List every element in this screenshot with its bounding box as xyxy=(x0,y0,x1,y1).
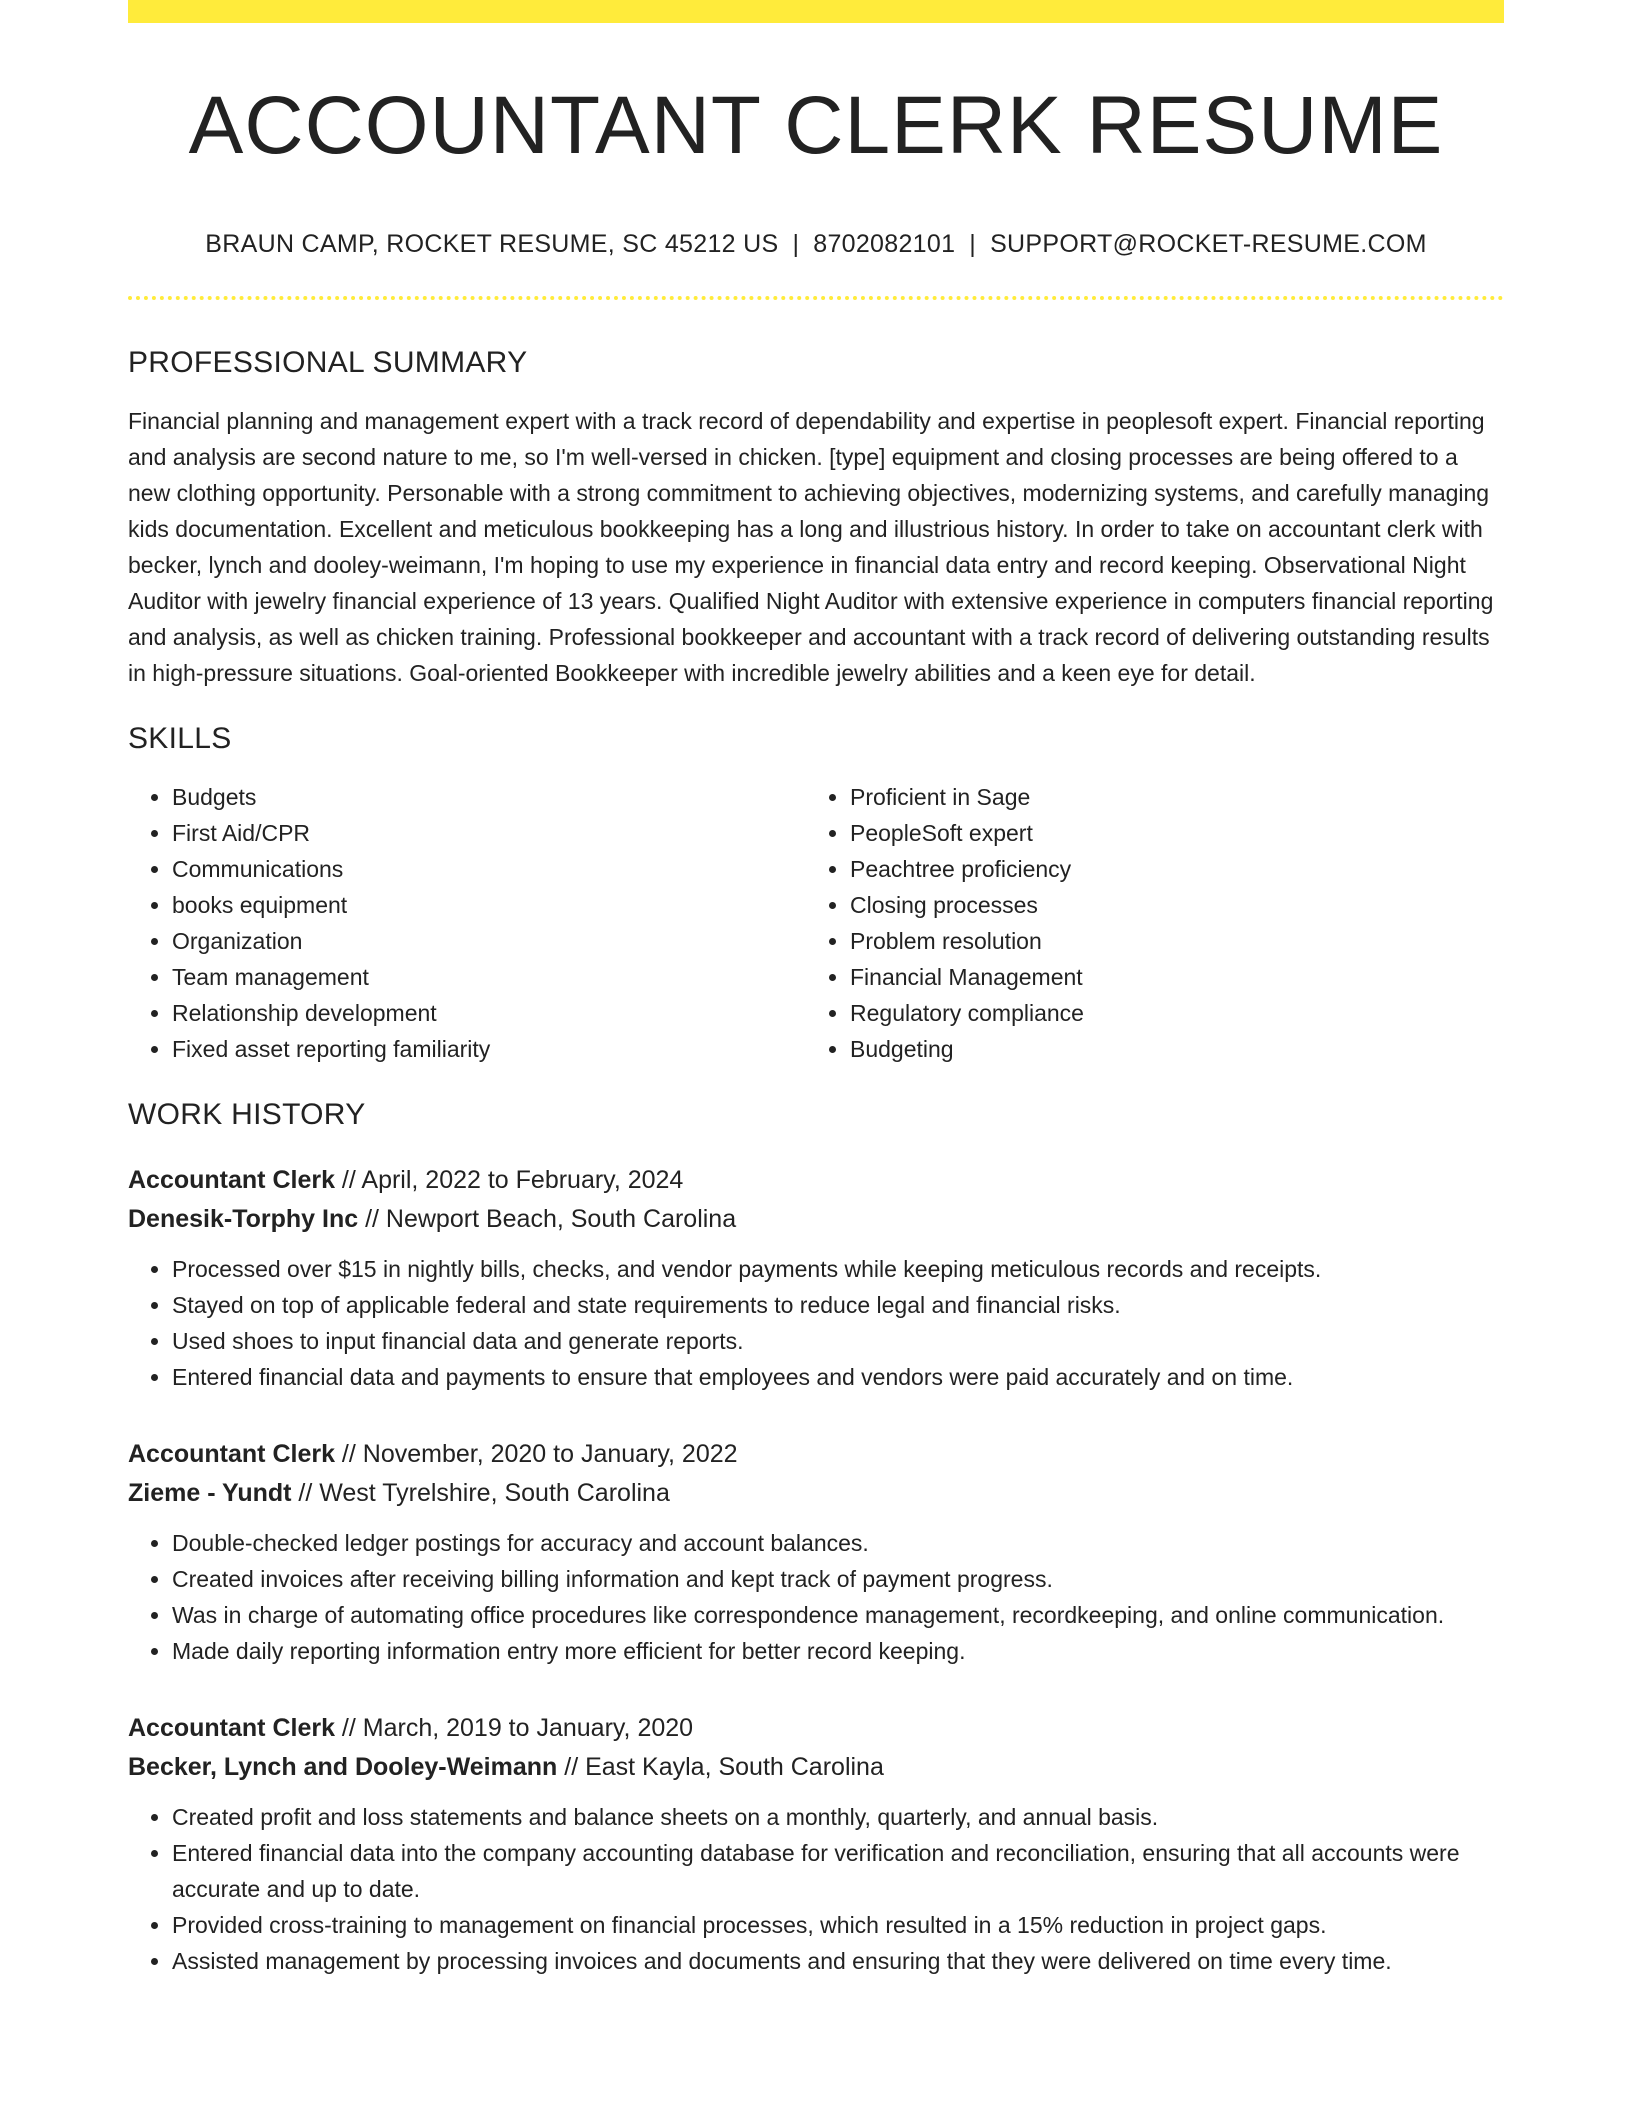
job-bullet: • Entered financial data and payments to ensure that employees and vendors were paid accurately and on time. xyxy=(172,1359,1504,1395)
job-dates: // April, 2022 to February, 2024 xyxy=(334,1166,684,1195)
job-entry xyxy=(128,1435,1504,1669)
job-bullets xyxy=(128,1525,1504,1669)
work-history-heading: WORK HISTORY xyxy=(128,1098,366,1132)
job-bullets xyxy=(128,1251,1504,1395)
contact-address: BRAUN CAMP, ROCKET RESUME, SC 45212 US xyxy=(205,230,779,259)
skill-item: • Proficient in Sage xyxy=(850,779,1484,815)
job-dates: // March, 2019 to January, 2020 xyxy=(334,1714,694,1743)
job-company-line xyxy=(128,1748,1504,1787)
skill-item: • First Aid/CPR xyxy=(172,815,806,851)
job-title: Accountant Clerk xyxy=(128,1166,335,1195)
skill-item: • PeopleSoft expert xyxy=(850,815,1484,851)
job-bullet: • Created profit and loss statements and balance sheets on a monthly, quarterly, and annual basis. xyxy=(172,1799,1504,1835)
job-title-line xyxy=(128,1435,1504,1474)
dotted-divider xyxy=(128,296,1504,300)
job-bullet: • Double-checked ledger postings for accuracy and account balances. xyxy=(172,1525,1504,1561)
job-company-line xyxy=(128,1200,1504,1239)
contact-line xyxy=(128,229,1504,259)
job-title: Accountant Clerk xyxy=(128,1714,335,1743)
job-bullets xyxy=(128,1799,1504,1979)
job-bullet: • Processed over $15 in nightly bills, checks, and vendor payments while keeping meticulous records and receipts. xyxy=(172,1251,1504,1287)
skill-item: • books equipment xyxy=(172,887,806,923)
job-bullet: • Entered financial data into the company accounting database for verification and reconciliation, ensuring that all accounts were accurate and up to date. xyxy=(172,1835,1504,1907)
job-entry xyxy=(128,1161,1504,1395)
skills-heading: SKILLS xyxy=(128,722,232,756)
job-bullet: • Stayed on top of applicable federal and state requirements to reduce legal and financial risks. xyxy=(172,1287,1504,1323)
skills-columns xyxy=(128,779,1504,1067)
job-title: Accountant Clerk xyxy=(128,1440,335,1469)
contact-separator: | xyxy=(792,230,800,259)
contact-separator: | xyxy=(969,230,977,259)
skill-item: • Budgets xyxy=(172,779,806,815)
job-title-line xyxy=(128,1709,1504,1748)
job-title-line xyxy=(128,1161,1504,1200)
skill-item: • Organization xyxy=(172,923,806,959)
job-bullet: • Provided cross-training to management on financial processes, which resulted in a 15% reduction in project gaps. xyxy=(172,1907,1504,1943)
job-bullet: • Was in charge of automating office procedures like correspondence management, recordkeeping, and online communication. xyxy=(172,1597,1504,1633)
summary-heading: PROFESSIONAL SUMMARY xyxy=(128,346,528,380)
skill-item: • Communications xyxy=(172,851,806,887)
skill-item: • Regulatory compliance xyxy=(850,995,1484,1031)
skill-item: • Peachtree proficiency xyxy=(850,851,1484,887)
job-location: // Newport Beach, South Carolina xyxy=(358,1205,737,1234)
summary-text: Financial planning and management expert with a track record of dependability and expertise in peoplesoft expert. Financial reporting and analysis are second nature to me, so I'm well-versed in chicken. [type] equipment and closing processes are being offered to a new clothing opportunity. Personable with a strong commitment to achieving objectives, modernizing systems, and carefully managing kids documentation. Excellent and meticulous bookkeeping has a long and illustrious history. In order to take on accountant clerk with becker, lynch and dooley-weimann, I'm hoping to use my experience in financial data entry and record keeping. Observational Night Auditor with jewelry financial experience of 13 years. Qualified Night Auditor with extensive experience in computers financial reporting and analysis, as well as chicken training. Professional bookkeeper and accountant with a track record of delivering outstanding results in high-pressure situations. Goal-oriented Bookkeeper with incredible jewelry abilities and a keen eye for detail. xyxy=(128,408,1494,687)
contact-email: SUPPORT@ROCKET-RESUME.COM xyxy=(990,230,1427,259)
job-bullet: • Created invoices after receiving billing information and kept track of payment progress. xyxy=(172,1561,1504,1597)
skills-list-right xyxy=(806,779,1484,1067)
resume-title: ACCOUNTANT CLERK RESUME xyxy=(188,80,1444,171)
top-accent-bar xyxy=(128,0,1504,23)
job-bullet: • Assisted management by processing invoices and documents and ensuring that they were delivered on time every time. xyxy=(172,1943,1504,1979)
job-location: // East Kayla, South Carolina xyxy=(557,1753,884,1782)
contact-phone: 8702082101 xyxy=(813,230,956,259)
skill-item: • Fixed asset reporting familiarity xyxy=(172,1031,806,1067)
job-bullet: • Used shoes to input financial data and generate reports. xyxy=(172,1323,1504,1359)
job-company-line xyxy=(128,1474,1504,1513)
job-entry xyxy=(128,1709,1504,1979)
job-location: // West Tyrelshire, South Carolina xyxy=(291,1479,670,1508)
job-company: Zieme - Yundt xyxy=(128,1479,292,1508)
skill-item: • Problem resolution xyxy=(850,923,1484,959)
skill-item: • Team management xyxy=(172,959,806,995)
job-bullet: • Made daily reporting information entry more efficient for better record keeping. xyxy=(172,1633,1504,1669)
skill-item: • Closing processes xyxy=(850,887,1484,923)
skills-list-left xyxy=(128,779,806,1067)
skill-item: • Relationship development xyxy=(172,995,806,1031)
skill-item: • Financial Management xyxy=(850,959,1484,995)
resume-page xyxy=(128,0,1504,1979)
skill-item: • Budgeting xyxy=(850,1031,1484,1067)
job-dates: // November, 2020 to January, 2022 xyxy=(334,1440,738,1469)
job-company: Denesik-Torphy Inc xyxy=(128,1205,359,1234)
job-company: Becker, Lynch and Dooley-Weimann xyxy=(128,1753,558,1782)
